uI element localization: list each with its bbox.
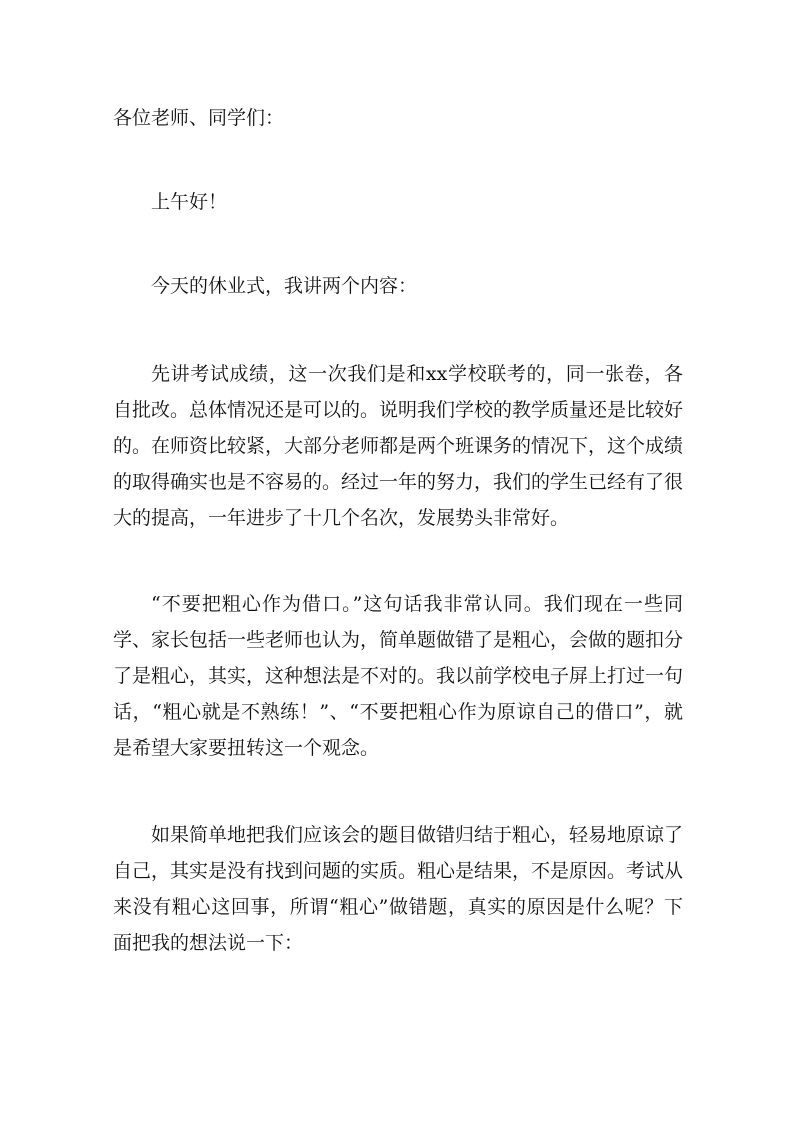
exam-results-paragraph: 先讲考试成绩，这一次我们是和xx学校联考的，同一张卷，各自批改。总体情况还是可以的。说明我们学校的教学质量还是比较好的。在师资比较紧，大部分老师都是两个班课务的情况下，这个成绩的取得确实也是不容易的。经过一年的努力，我们的学生已经有了很大的提高，一年进步了十几个名次，发展势头非常好。 (113, 363, 684, 529)
root-cause-paragraph: 如果简单地把我们应该会的题目做错归结于粗心，轻易地原谅了自己，其实是没有找到问题的实质。粗心是结果，不是原因。考试从来没有粗心这回事，所谓“粗心”做错题，真实的原因是什么呢？下面把我的想法说一下： (113, 824, 684, 954)
intro-paragraph: 今天的休业式，我讲两个内容： (151, 275, 418, 297)
document-body (113, 100, 683, 961)
carelessness-paragraph: “不要把粗心作为借口。”这句话我非常认同。我们现在一些同学、家长包括一些老师也认为，简单题做错了是粗心，会做的题扣分了是粗心，其实，这种想法是不对的。我以前学校电子屏上打过一句话，“粗心就是不熟练！”、“不要把粗心作为原谅自己的借口”，就是希望大家要扭转这一个观念。 (113, 593, 684, 759)
salutation: 各位老师、同学们： (113, 107, 285, 129)
greeting-paragraph: 上午好！ (151, 191, 228, 213)
